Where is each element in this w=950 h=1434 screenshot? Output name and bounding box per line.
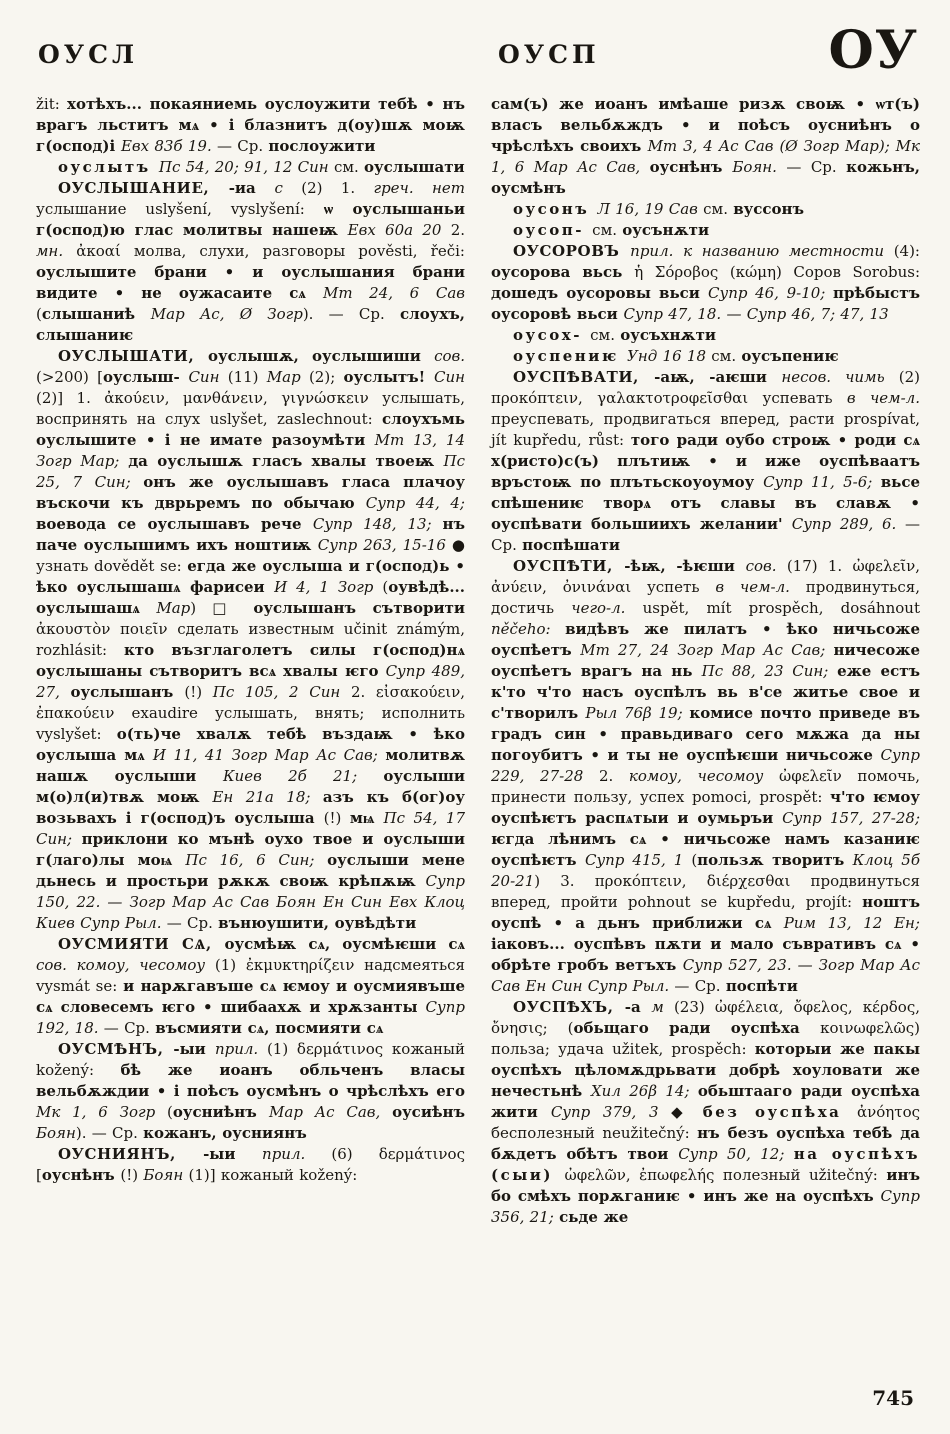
text-run: Хил 26β 14; bbox=[591, 1082, 698, 1100]
guide-word-corner: ОУ bbox=[828, 20, 918, 81]
text-run: дошедъ оусоровы вьси bbox=[491, 284, 709, 302]
text-run: молитвѫ нашѫ оуслыши bbox=[36, 746, 465, 785]
text-run: Киев 2б 21; bbox=[222, 767, 384, 785]
text-run: нъ безъ оуспѣха тебѣ да бѫдетъ обѣтъ твои bbox=[491, 1124, 920, 1163]
text-run: прил. bbox=[214, 1040, 267, 1058]
text-run: ОУСНИЯНЪ, bbox=[58, 1145, 204, 1163]
text-run: (4): bbox=[893, 242, 920, 260]
text-run: преуспевать, продвигаться вперед, расти prospívat, jít kupředu, růst: bbox=[491, 410, 920, 449]
text-run: оусорова вьсь bbox=[491, 263, 635, 281]
text-run: мн. bbox=[36, 242, 77, 260]
text-run: ( bbox=[36, 305, 42, 323]
text-run: комоу, чесомоу bbox=[628, 767, 779, 785]
text-run: Супр 157, 27-28; bbox=[782, 809, 921, 827]
text-run: комисе почто приведе въ градъ син • правьдиваго сего мѫжа да ны погоубитъ • и ты не оуспѣѥши ничьсоже bbox=[491, 704, 920, 764]
text-run: Супр 192, 18. bbox=[36, 998, 465, 1037]
text-run: оусъхнѫти bbox=[620, 326, 716, 344]
dictionary-entry bbox=[36, 934, 465, 1039]
text-run: оуслышите брани • и оуслышания брани видите • не оужасаите сѧ bbox=[36, 263, 465, 302]
text-run: оуслышѫ, оуслышиши bbox=[208, 347, 435, 365]
text-run: оусох- bbox=[513, 326, 591, 344]
text-columns bbox=[36, 94, 920, 1228]
text-run: мѩ bbox=[349, 809, 384, 827]
text-run: Син bbox=[433, 368, 465, 386]
text-run: И 4, 1 Зогр bbox=[274, 578, 383, 596]
text-run: Супр 50, 12; bbox=[678, 1145, 794, 1163]
text-run: κοινωφελῶς) польза; удача užitek, prospěch: bbox=[491, 1019, 920, 1058]
text-run: вьсе спѣшениѥ творѧ отъ славы въ славѫ • оуспѣвати большиихъ желании' bbox=[491, 473, 920, 533]
text-run: ОУСЛЫШАНИЕ, bbox=[58, 179, 229, 197]
text-run: 2. bbox=[450, 221, 465, 239]
text-run: Мт 13, 14 Зогр Мар; bbox=[36, 431, 465, 470]
text-run: поспѣти bbox=[725, 977, 798, 995]
dictionary-entry bbox=[491, 556, 920, 997]
text-run: слоухъ, слышаниѥ bbox=[36, 305, 465, 344]
text-run: Мар bbox=[266, 368, 309, 386]
text-run: оуспениѥ bbox=[513, 347, 628, 365]
text-run: с bbox=[274, 179, 302, 197]
dictionary-entry bbox=[36, 346, 465, 934]
text-run: ОУСПѢТИ, bbox=[513, 557, 625, 575]
text-run: ● узнать dovědět se: bbox=[36, 536, 465, 575]
text-run: Супр 47, 18. — Супр 46, 7; 47, 13 bbox=[623, 305, 889, 323]
text-run: егда же оуслыша и г(оспод)ь • ѣко оуслышашѧ фарисеи bbox=[36, 557, 465, 596]
text-run: см. bbox=[592, 221, 623, 239]
dictionary-entry bbox=[491, 94, 920, 199]
text-run: Пс 105, 2 Син bbox=[212, 683, 351, 701]
dictionary-entry bbox=[491, 325, 920, 346]
text-run: м bbox=[651, 998, 674, 1016]
text-run: іаковъ... оуспѣвъ пѫти и мало съвративъ сѧ • обрѣте гробъ ветъхъ bbox=[491, 935, 920, 974]
text-run: 2. εἰσακούειν, ἐπακούειν exaudire услышать, внять; исполнить vyslyšet: bbox=[36, 683, 466, 743]
text-run: Супр 379, 3 bbox=[550, 1103, 672, 1121]
text-run: слоухъмь оуслышите • і не имате разоумѣти bbox=[36, 410, 465, 449]
text-run: Супр 150, 22. — Зогр Мар Ас Сав Боян Ен Син Евх Клоц Киев Супр Рыл. bbox=[36, 872, 465, 932]
text-run: Ен 21а 18; bbox=[212, 788, 323, 806]
text-run: которыи же пакы оуспѣхъ цѣломѫдрьвати добрѣ хоуловати же нечестьнѣ bbox=[491, 1040, 920, 1100]
text-run: прил. bbox=[262, 1145, 332, 1163]
text-run: Боян. bbox=[732, 158, 787, 176]
text-run: uspět, mít prospěch, dosáhnout bbox=[642, 599, 920, 617]
text-run: несов. чимь bbox=[781, 368, 899, 386]
text-run: Супр 263, 15-16 bbox=[317, 536, 452, 554]
dictionary-entry bbox=[491, 241, 920, 325]
text-run: (>200) [ bbox=[36, 368, 104, 386]
text-run: ἀνόητος бесполезный neužitečný: bbox=[491, 1103, 920, 1142]
text-run: оусиѣнъ bbox=[392, 1103, 465, 1121]
text-run: -ыи bbox=[173, 1040, 215, 1058]
text-run: азъ къ б(ог)оу возьвахъ і г(оспод)ъ оуслыша bbox=[36, 788, 465, 827]
text-run: ничесоже оуспѣетъ врагъ на нь bbox=[491, 641, 920, 680]
text-run: -а bbox=[624, 998, 652, 1016]
text-run: Пс 25, 7 Син; bbox=[36, 452, 465, 491]
text-run: хотѣхъ... покаяниемь оуслоужити тебѣ • нъ врагъ льститъ мѧ • і блазнитъ д(оу)шѫ моѭ г(оспод)і bbox=[36, 95, 465, 155]
text-run: поспѣшати bbox=[522, 536, 621, 554]
text-run: (2) προκόπτειν, γαλακτοτροφεῖσθαι успевать bbox=[491, 368, 920, 407]
dictionary-entry bbox=[36, 1039, 465, 1144]
text-run: Супр 229, 27-28 bbox=[491, 746, 920, 785]
text-run: оусънѫти bbox=[622, 221, 710, 239]
text-run: еже естъ к'то ч'то насъ оуспѣлъ вь в'се житье свое и с'творилъ bbox=[491, 662, 921, 722]
text-run: оуснѣнъ bbox=[41, 1166, 121, 1184]
text-run: см. bbox=[711, 347, 742, 365]
text-run: прѣбыстъ оусоровѣ вьси bbox=[491, 284, 920, 323]
text-run: видѣвъ же пилатъ • ѣко ничьсоже оуспѣетъ bbox=[491, 620, 920, 659]
text-run: — Ср. bbox=[491, 515, 920, 554]
text-run: обьштааго ради оуспѣха жити bbox=[491, 1082, 921, 1121]
text-run: Пс 88, 23 Син; bbox=[701, 662, 838, 680]
text-run: въсмияти сѧ, посмияти сѧ bbox=[155, 1019, 384, 1037]
text-run: Рыл 76β 19; bbox=[585, 704, 690, 722]
text-run: ОУСЛЫШАТИ, bbox=[58, 347, 209, 365]
dictionary-entry bbox=[491, 346, 920, 367]
text-run: Мт 3, 4 Ас Сав (Ø Зогр Мар); Мк 1, 6 Мар Ас Сав, bbox=[491, 137, 920, 176]
text-run: пользѫ творитъ bbox=[697, 851, 853, 869]
dictionary-entry bbox=[491, 199, 920, 220]
text-run: Мт 27, 24 Зогр Мар Ас Сав; bbox=[580, 641, 834, 659]
text-run: ѡ оуслышаньи г(оспод)ю глас молитвы нашеѭ bbox=[36, 200, 465, 239]
text-run: Л 16, 19 Сав bbox=[597, 200, 704, 218]
text-run: и нарѫгавъше сѧ ѥмоу и оусмиявъше сѧ словесемъ ѥго • шибаахѫ и хрѫзанты bbox=[36, 977, 465, 1016]
text-run: — Ср. bbox=[211, 137, 269, 155]
dictionary-entry bbox=[491, 220, 920, 241]
text-run: о(ть)че хвалѫ тебѣ въздаѭ • ѣко оуслыша мѧ bbox=[36, 725, 466, 764]
text-run: обьщаго ради оуспѣха bbox=[573, 1019, 821, 1037]
dictionary-entry bbox=[491, 997, 920, 1228]
text-run: ноштъ оуспѣ • а дьнъ приближи сѧ bbox=[491, 893, 920, 932]
text-run: услышание uslyšení, vyslyšení: bbox=[36, 200, 324, 218]
text-run: вуссонъ bbox=[733, 200, 805, 218]
dictionary-entry bbox=[491, 367, 920, 556]
text-run: ) □ bbox=[190, 599, 254, 617]
text-run: ч'то ѥмоу оуспѣѥтъ распѧтыи и оумьръи bbox=[491, 788, 921, 827]
text-run: прил. к названию местности bbox=[630, 242, 894, 260]
text-run: (2) 1. bbox=[301, 179, 374, 197]
text-run: ) 3. προκόπτειν, διέρχεσθαι продвинуться вперед, пройти pohnout se kupředu, projít: bbox=[491, 872, 920, 911]
text-run: продвинуться, достичь bbox=[491, 578, 920, 617]
text-run: Супр 46, 9-10; bbox=[708, 284, 833, 302]
text-run: без оуспѣха bbox=[702, 1103, 857, 1121]
text-run: -аѭ, -аѥши bbox=[654, 368, 782, 386]
text-run: Мар bbox=[156, 599, 191, 617]
text-run: — Ср. bbox=[786, 158, 847, 176]
text-run: ( bbox=[167, 1103, 173, 1121]
dictionary-entry bbox=[36, 94, 465, 157]
text-run: И 11, 41 Зогр Мар Ас Сав; bbox=[152, 746, 386, 764]
text-run: Евх 60а 20 bbox=[347, 221, 451, 239]
text-run: Евх 83б 19. bbox=[120, 137, 212, 155]
text-run: Супр 289, 6. bbox=[791, 515, 905, 533]
text-run: ἡ Σόροβος (κώμη) Соров Sorobus: bbox=[634, 263, 920, 281]
guide-word-center: ОУСП bbox=[498, 40, 600, 69]
text-run: -иа bbox=[228, 179, 275, 197]
text-run: греч. нет bbox=[373, 179, 465, 197]
text-run: ОУСПѢХЪ, bbox=[513, 998, 625, 1016]
text-run: -ыи bbox=[203, 1145, 263, 1163]
text-run: того ради оубо строѭ • роди сѧ х(ристо)с(ъ) плътиѭ • и иже оуспѣваатъ връстоѭ по плътьскоуоумоу bbox=[491, 431, 920, 491]
text-run: онъ же оуслышавъ гласа плачоу въскочи къ дврьремъ по обычаю bbox=[36, 473, 466, 512]
text-run: оусоп- bbox=[513, 221, 593, 239]
text-run: Мар Ас Сав, bbox=[269, 1103, 393, 1121]
text-run: оусниѣнъ bbox=[172, 1103, 270, 1121]
text-run: оуслытъ! bbox=[343, 368, 434, 386]
text-run: (17) 1. ὠφελεῖν, ἀνύειν, ὀνινάναι успеть bbox=[491, 557, 920, 596]
text-run: см. bbox=[703, 200, 734, 218]
left-column bbox=[36, 94, 465, 1228]
text-run: ОУСМѢНЪ, bbox=[58, 1040, 174, 1058]
dictionary-entry bbox=[36, 178, 465, 346]
text-run: оуслыш- bbox=[103, 368, 189, 386]
text-run: кожанъ, оусниянъ bbox=[143, 1124, 307, 1142]
text-run: Пс 54, 17 Син; bbox=[36, 809, 465, 848]
text-run: бѣ же иоанъ обльченъ власы вельбѫждии • і поѣсъ оусмѣнъ о чрѣслѣхъ его bbox=[36, 1061, 465, 1100]
text-run: оусмѣѭ сѧ, оусмѣѥши сѧ bbox=[224, 935, 465, 953]
text-run: оуслышанъ bbox=[70, 683, 185, 701]
text-run: (2)] 1. ἀκούειν, μανθάνειν, γιγνώσκειν услышать, воспринять на слух uslyšet, zaslechnout: bbox=[36, 389, 465, 428]
text-run: ОУСПѢВАТИ, bbox=[513, 368, 655, 386]
text-run: — Ср. bbox=[103, 1019, 156, 1037]
text-run: воевода се оуслышавъ рече bbox=[36, 515, 313, 533]
text-run: (!) bbox=[323, 809, 350, 827]
text-run: оуслытъ bbox=[58, 158, 159, 176]
text-run: ). — Ср. bbox=[302, 305, 400, 323]
text-run: Боян bbox=[36, 1124, 76, 1142]
text-run: нъ паче оуслышимъ ихъ ноштиѭ bbox=[36, 515, 465, 554]
text-run: сов. комоу, чесомоу bbox=[36, 956, 215, 974]
text-run: Пс 16, 6 Син; bbox=[185, 851, 328, 869]
page-number: 745 bbox=[872, 1386, 914, 1410]
text-run: оуслышати bbox=[364, 158, 465, 176]
text-run: ὠφελῶν, ἐπωφελής полезный užitečný: bbox=[564, 1166, 887, 1184]
text-run: см. bbox=[333, 158, 365, 176]
text-run: кожьнъ, оусмѣнъ bbox=[491, 158, 920, 197]
text-run: něčeho: bbox=[491, 620, 566, 638]
guide-word-left: ОУСЛ bbox=[38, 40, 139, 69]
text-run: 2. bbox=[598, 767, 629, 785]
text-run: сов. bbox=[434, 347, 465, 365]
text-run: оуснѣнъ bbox=[649, 158, 733, 176]
text-run: Супр 489, 27, bbox=[36, 662, 466, 701]
text-run: Супр 527, 23. — Зогр Мар Ас Сав Ен Син Супр Рыл. bbox=[491, 956, 920, 995]
text-run: оувѣдѣ... оуслышашѧ bbox=[36, 578, 465, 617]
text-run: Унд 16 18 bbox=[627, 347, 712, 365]
text-run: послоужити bbox=[268, 137, 376, 155]
text-run: (1) δερμάτινος кожаный kožený: bbox=[36, 1040, 465, 1079]
text-run: — Ср. bbox=[674, 977, 726, 995]
text-run: ОУСОРОВЪ bbox=[513, 242, 631, 260]
text-run: инъ бо смѣхъ порѫганиѥ • инъ же на оуспѣхъ bbox=[491, 1166, 920, 1205]
text-run: ). — Ср. bbox=[75, 1124, 144, 1142]
text-run: в чем-л. bbox=[846, 389, 920, 407]
running-head bbox=[36, 20, 920, 86]
text-run: -ѣѭ, -ѣѥши bbox=[624, 557, 746, 575]
text-run: слышаниѣ bbox=[41, 305, 151, 323]
text-run: приклони ко мънѣ оухо твое и оуслыши г(лаго)лы моѩ bbox=[36, 830, 465, 869]
text-run: см. bbox=[590, 326, 621, 344]
text-run: сам(ъ) же иоанъ имѣаше ризѫ своѭ • ѡт(ъ) власъ вельбѫждъ • и поѣсъ оусниѣнъ о чрѣслѣхъ своихъ bbox=[491, 95, 920, 155]
text-run: сьде же bbox=[559, 1208, 629, 1226]
text-run: ( bbox=[382, 578, 389, 596]
dictionary-entry bbox=[36, 1144, 465, 1186]
text-run: Мк 1, 6 Зогр bbox=[36, 1103, 168, 1121]
text-run: ОУСМИЯТИ СѦ, bbox=[58, 935, 225, 953]
text-run: ἀκουστὸν ποιεῖν сделать известным učinit známým, rozhlásit: bbox=[36, 620, 465, 659]
text-run: Пс 54, 20; 91, 12 Син bbox=[158, 158, 334, 176]
text-run: ѥгда лѣнимъ сѧ • ничьсоже намъ казаниѥ оуспѣѥтъ bbox=[491, 830, 920, 869]
text-run: оуслышанъ сътворити bbox=[253, 599, 465, 617]
text-run: чего-л. bbox=[571, 599, 643, 617]
text-run: оуслыши м(о)л(и)твѫ моѭ bbox=[36, 767, 465, 806]
text-run: (6) δερμάτινος [ bbox=[36, 1145, 465, 1184]
text-run: сов. bbox=[745, 557, 787, 575]
text-run: — Ср. bbox=[166, 914, 219, 932]
dictionary-entry bbox=[36, 157, 465, 178]
text-run: в чем-л. bbox=[715, 578, 806, 596]
text-run: (1)] кожаный kožený: bbox=[188, 1166, 358, 1184]
text-run: оуслыши мене дьнесь и простьри рѫкѫ своѭ крѣпѫѭ bbox=[36, 851, 465, 890]
text-run: Супр 11, 5-6; bbox=[763, 473, 881, 491]
text-run: ◆ bbox=[671, 1103, 703, 1121]
text-run: Мар Ас, Ø Зогр bbox=[150, 305, 303, 323]
text-run: Клоц 5б 20-21 bbox=[491, 851, 920, 890]
text-run: да оуслышѫ гласъ хвалы твоеѭ bbox=[128, 452, 444, 470]
text-run: ( bbox=[691, 851, 698, 869]
text-run: оусонъ bbox=[513, 200, 598, 218]
text-run: Супр 148, 13; bbox=[312, 515, 443, 533]
text-run: оусъпениѥ bbox=[741, 347, 839, 365]
text-run: на оуспѣхъ (сыи) bbox=[491, 1145, 920, 1184]
text-run: Рим 13, 12 Ен; bbox=[783, 914, 920, 932]
text-run: ἀκοαί молва, слухи, разговоры pověsti, řeči: bbox=[76, 242, 465, 260]
right-column bbox=[491, 94, 920, 1228]
text-run: (2); bbox=[308, 368, 344, 386]
text-run: Мт 24, 6 Сав bbox=[322, 284, 465, 302]
text-run: Супр 356, 21; bbox=[491, 1187, 920, 1226]
text-run: ὠφελεῖν помочь, принести пользу, успех pomoci, prospět: bbox=[491, 767, 920, 806]
text-run: žit: bbox=[36, 95, 68, 113]
text-run: Боян bbox=[143, 1166, 189, 1184]
text-run: кто възглаголетъ силы г(оспод)нѧ оуслышаны сътворитъ всѧ хвалы ѥго bbox=[36, 641, 465, 680]
text-run: Супр 415, 1 bbox=[584, 851, 692, 869]
text-run: вънюушити, оувѣдѣти bbox=[218, 914, 417, 932]
text-run: (23) ὠφέλεια, ὄφελος, κέρδος, ὄνησις; ( bbox=[491, 998, 920, 1037]
text-run: Син bbox=[188, 368, 228, 386]
text-run: (!) bbox=[120, 1166, 144, 1184]
text-run: (1) ἐκμυκτηρίζειν надсмеяться vysmát se: bbox=[36, 956, 466, 995]
text-run: Супр 44, 4; bbox=[365, 494, 465, 512]
text-run: (11) bbox=[227, 368, 267, 386]
text-run: (!) bbox=[184, 683, 213, 701]
